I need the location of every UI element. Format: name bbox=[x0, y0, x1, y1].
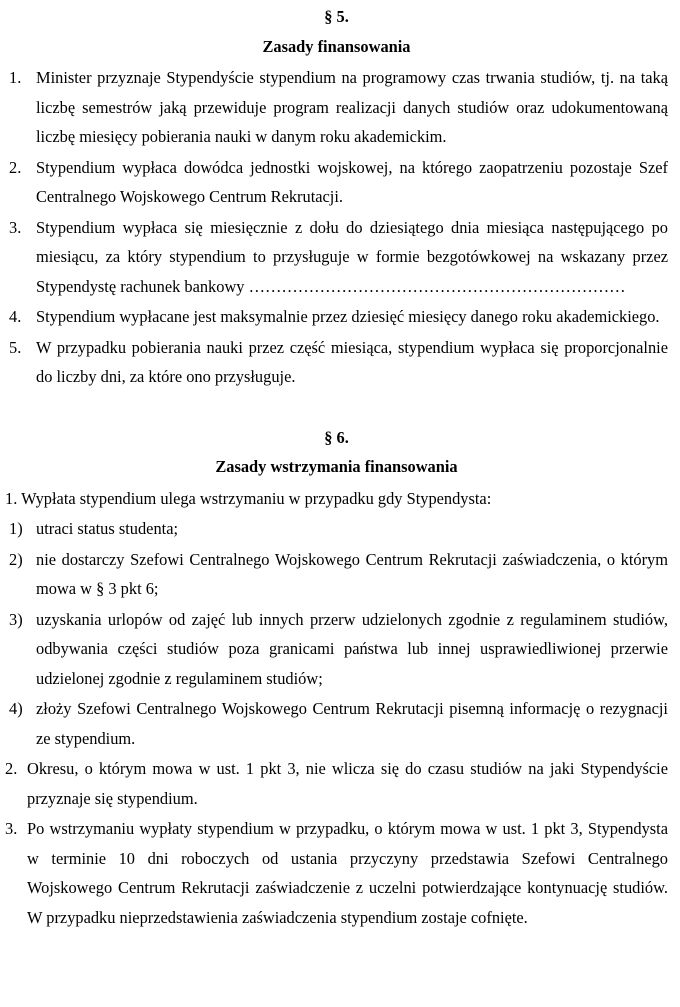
item-text: utraci status studenta; bbox=[36, 519, 179, 538]
item-number: 4. bbox=[9, 307, 22, 326]
section-5-list bbox=[5, 63, 668, 392]
item-text: Po wstrzymaniu wypłaty stypendium w przypadku, o którym mowa w ust. 1 pkt 3, Stypendysta w terminie 10 dni roboczych od ustania przyczyny przedstawia Szefowi Centralnego Wojskowego Centrum Rekrutacji zaświadczenie z uczelni potwierdzające kontynuację studiów. W przypadku nieprzedstawienia zaświadczenia stypendium zostaje cofnięte. bbox=[27, 819, 668, 927]
section-6-sign: § 6. bbox=[324, 427, 349, 447]
item-text: uzyskania urlopów od zajęć lub innych przerw udzielonych zgodnie z regulaminem studiów, odbywania części studiów poza granicami państwa lub innej usprawiedliwionej przerwie udzielonej zgodnie z regulaminem studiów; bbox=[36, 609, 668, 688]
item-text: Okresu, o którym mowa w ust. 1 pkt 3, nie wlicza się do czasu studiów na jaki Stypendyście przyznaje się stypendium. bbox=[27, 759, 668, 808]
list-item bbox=[5, 484, 668, 514]
item-number: 4) bbox=[9, 699, 23, 718]
item-number: 1. bbox=[9, 68, 22, 87]
item-text: Stypendium wypłacane jest maksymalnie przez dziesięć miesięcy danego roku akademickiego. bbox=[36, 307, 660, 326]
item-text: złoży Szefowi Centralnego Wojskowego Centrum Rekrutacji pisemną informację o rezygnacji ze stypendium. bbox=[36, 699, 668, 748]
item-text: nie dostarczy Szefowi Centralnego Wojskowego Centrum Rekrutacji zaświadczenia, o którym mowa w § 3 pkt 6; bbox=[36, 549, 668, 598]
item-number: 3. bbox=[9, 217, 22, 237]
item-number: 5. bbox=[9, 337, 22, 357]
section-5-title: Zasady finansowania bbox=[262, 36, 411, 56]
list-item bbox=[5, 302, 668, 332]
item-number: 2) bbox=[9, 549, 23, 569]
sub-list-item bbox=[5, 514, 668, 544]
list-item bbox=[5, 333, 668, 392]
item-text: Stypendium wypłaca się miesięcznie z dołu do dziesiątego dnia miesiąca następującego po miesiącu, za który stypendium to przysługuje w formie bezgotówkowej na wskazany przez Stypendystę rachunek bankowy …………………………………………………………… bbox=[36, 217, 668, 296]
sub-list-item bbox=[5, 545, 668, 604]
item-number: 3. bbox=[5, 819, 18, 838]
item-text: Stypendium wypłaca dowódca jednostki wojskowej, na którego zaopatrzeniu pozostaje Szef Centralnego Wojskowego Centrum Rekrutacji. bbox=[36, 157, 668, 206]
section-6 bbox=[5, 423, 668, 933]
sub-list-item bbox=[5, 605, 668, 694]
section-5-sign: § 5. bbox=[324, 7, 349, 26]
section-6-title: Zasady wstrzymania finansowania bbox=[215, 457, 458, 476]
section-spacer bbox=[5, 393, 668, 423]
list-item bbox=[5, 153, 668, 212]
list-item bbox=[5, 814, 668, 932]
item-text: Minister przyznaje Stypendyście stypendium na programowy czas trwania studiów, tj. na taką liczbę semestrów jaką przewiduje program realizacji danych studiów oraz udokumentowaną liczbę miesięcy pobierania nauki w danym roku akademickim. bbox=[36, 68, 668, 146]
item-number: 2. bbox=[5, 759, 18, 778]
section-5 bbox=[5, 2, 668, 392]
item-number: 2. bbox=[9, 157, 22, 177]
section-6-list bbox=[5, 484, 668, 933]
item-text: Wypłata stypendium ulega wstrzymaniu w przypadku gdy Stypendysta: bbox=[21, 488, 492, 508]
list-item bbox=[5, 213, 668, 302]
sub-list-item bbox=[5, 694, 668, 753]
item-number: 3) bbox=[9, 609, 23, 629]
item-number: 1. bbox=[5, 488, 18, 508]
item-number: 1) bbox=[9, 519, 23, 538]
list-item bbox=[5, 63, 668, 152]
list-item bbox=[5, 754, 668, 813]
item-text: W przypadku pobierania nauki przez część miesiąca, stypendium wypłaca się proporcjonalnie do liczby dni, za które ono przysługuje. bbox=[36, 337, 668, 386]
